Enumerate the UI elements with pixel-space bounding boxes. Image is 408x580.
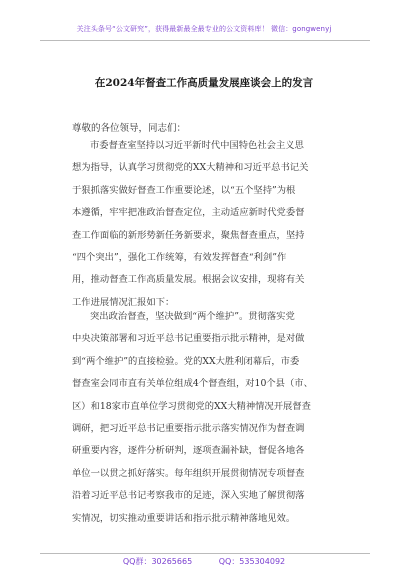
paragraph-line: 本遵循，牢牢把准政治督查定位，主动适应新时代党委督 [72, 207, 305, 219]
paragraph-line: 到“两个维护”的直接检验。党的XX大胜利闭幕后，市委 [72, 355, 300, 367]
paragraph-line: 突出政治督查，坚决做到“两个维护”。贯彻落实党 [90, 311, 295, 322]
paragraph-line: 沿着习近平总书记考察我市的足迹，深入实地了解贯彻落 [72, 490, 305, 502]
document-title: 在2024年督查工作高质量发展座谈会上的发言 [94, 77, 314, 89]
paragraph-line: 市委督查室坚持以习近平新时代中国特色社会主义思 [90, 140, 304, 151]
header-divider [40, 40, 370, 41]
paragraph-line: 调研，把习近平总书记重要指示批示落实情况作为督查调 [72, 422, 305, 434]
qq-group-number: QQ群：30265665 [122, 557, 193, 566]
paragraph-line: 工作进展情况汇报如下： [72, 296, 175, 308]
paragraph-line: 中央决策部署和习近平总书记重要指示批示精神，是对做 [72, 333, 305, 345]
header-banner: 关注头条号“公文研究”，获得最新最全最专业的公文资料库！ 微信：gongwenyj [76, 25, 332, 33]
paragraph-line: 用，推动督查工作高质量发展。根据会议安排，现将有关 [72, 274, 305, 286]
paragraph-line: “四个突出”，强化工作统筹，有效发挥督查“利剑”作 [72, 251, 287, 263]
footer-divider [40, 553, 370, 554]
salutation: 尊敬的各位领导，同志们： [72, 123, 187, 134]
qq-number: QQ：535304092 [218, 557, 286, 566]
paragraph-line: 于狠抓落实做好督查工作重要论述，以“五个坚持”为根 [72, 184, 296, 196]
paragraph-line: 查工作面临的新形势新任务新要求，聚焦督查重点，坚持 [72, 229, 305, 241]
paragraph-2 [72, 306, 372, 530]
paragraph-line: 区）和18家市直单位学习贯彻党的XX大精神情况开展督查 [72, 400, 311, 412]
paragraph-line: 单位一以贯之抓好落实。每年组织开展贯彻情况专项督查 [72, 467, 305, 479]
paragraph-line: 想为指导，认真学习贯彻党的XX大精神和习近平总书记关 [72, 162, 309, 174]
paragraph-1 [72, 135, 372, 314]
footer-contact [0, 556, 408, 567]
paragraph-line: 督查室会同市直有关单位组成4个督查组，对10个县（市、 [72, 378, 313, 390]
paragraph-line: 实情况，切实推动重要讲话和指示批示精神落地见效。 [72, 512, 296, 524]
paragraph-line: 研重要内容，逐件分析研判，逐项查漏补缺，督促各地各 [72, 445, 305, 457]
